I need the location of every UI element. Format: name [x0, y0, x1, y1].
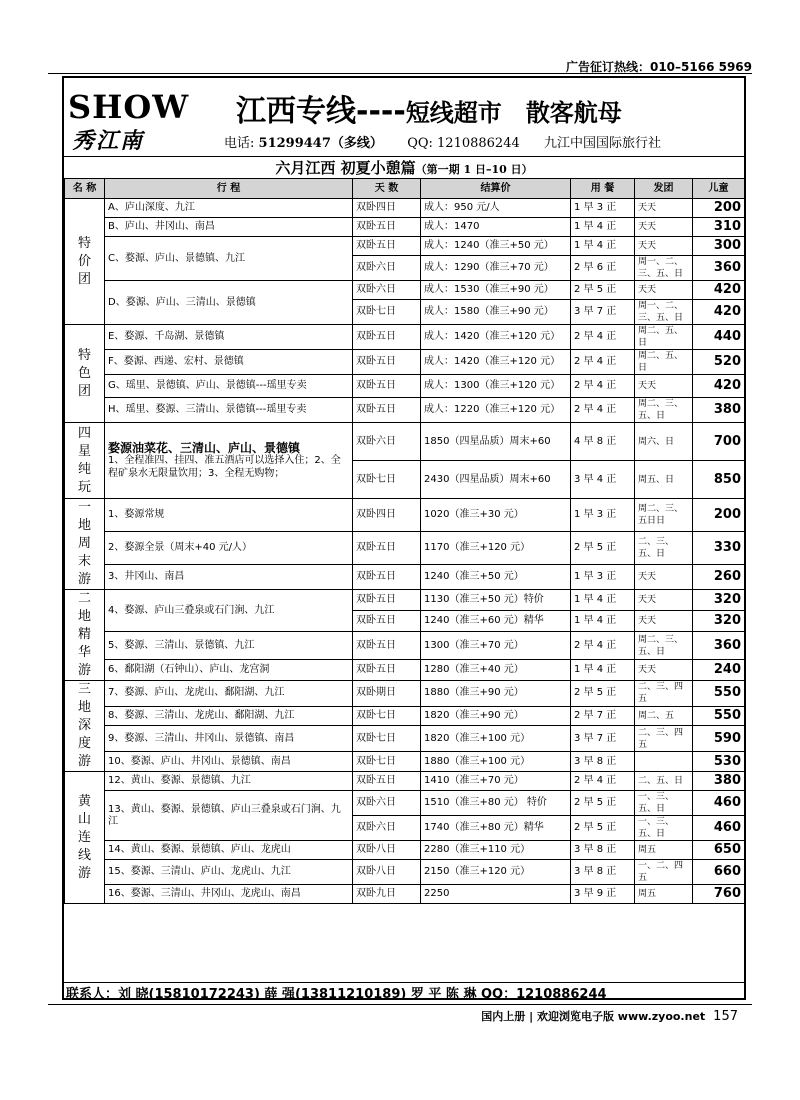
route-cell — [105, 423, 353, 499]
departure-cell: 天天 — [635, 237, 693, 256]
category-cell — [65, 199, 105, 325]
route-text: C、婺源、庐山、景德镇、九江 — [108, 252, 245, 264]
child-price-cell: 310 — [693, 218, 745, 237]
col-departure: 发团 — [635, 179, 693, 199]
route-text: 14、黄山、婺源、景德镇、庐山、龙虎山 — [108, 844, 291, 855]
child-price-cell: 850 — [693, 461, 745, 499]
bottom-divider — [48, 1004, 752, 1005]
route-text: 3、井冈山、南昌 — [108, 570, 185, 582]
phone-label: 电话: — [224, 136, 255, 151]
days-cell: 双卧五日 — [353, 564, 421, 589]
child-price-cell: 420 — [693, 281, 745, 300]
departure-cell: 二、三、四五 — [635, 726, 693, 752]
departure-cell: 天天 — [635, 611, 693, 632]
table-row — [65, 218, 745, 237]
table-row — [65, 398, 745, 423]
col-days: 天 数 — [353, 179, 421, 199]
departure-cell: 周二、五、日 — [635, 350, 693, 375]
table-row — [65, 885, 745, 904]
child-price-cell: 320 — [693, 590, 745, 611]
meal-cell: 4 早 8 正 — [571, 423, 635, 461]
meal-cell: 2 早 4 正 — [571, 772, 635, 791]
price-cell: 成人：1420（准三+120 元） — [421, 325, 571, 350]
page-number: 157 — [713, 1009, 738, 1024]
child-price-cell: 380 — [693, 772, 745, 791]
route-cell — [105, 841, 353, 860]
departure-cell: 周五 — [635, 885, 693, 904]
child-price-cell: 460 — [693, 816, 745, 841]
route-cell — [105, 590, 353, 632]
route-cell — [105, 325, 353, 350]
child-price-cell: 550 — [693, 706, 745, 726]
col-name: 名 称 — [65, 179, 105, 199]
table-row — [65, 752, 745, 772]
child-price-cell: 700 — [693, 423, 745, 461]
route-cell — [105, 398, 353, 423]
departure-cell: 一、三、五、日 — [635, 791, 693, 816]
meal-cell: 2 早 5 正 — [571, 281, 635, 300]
days-cell: 双卧六日 — [353, 816, 421, 841]
route-cell — [105, 531, 353, 564]
child-price-cell: 300 — [693, 237, 745, 256]
category-name: 黄山连线游 — [77, 793, 91, 881]
days-cell: 双卧五日 — [353, 611, 421, 632]
price-cell: 1130（准三+50 元）特价 — [421, 590, 571, 611]
route-cell — [105, 375, 353, 398]
days-cell: 双卧五日 — [353, 350, 421, 375]
category-cell — [65, 681, 105, 772]
meal-cell: 2 早 4 正 — [571, 398, 635, 423]
departure-cell: 周二、五、日 — [635, 325, 693, 350]
meal-cell: 2 早 6 正 — [571, 256, 635, 281]
days-cell: 双卧八日 — [353, 841, 421, 860]
table-row — [65, 791, 745, 816]
departure-cell: 周二、三、五、日 — [635, 398, 693, 423]
category-cell — [65, 772, 105, 904]
days-cell: 双卧八日 — [353, 860, 421, 885]
table-row — [65, 590, 745, 611]
departure-cell: 周二、三、五、日 — [635, 632, 693, 660]
child-price-cell: 460 — [693, 791, 745, 816]
price-cell: 1020（准三+30 元） — [421, 499, 571, 532]
child-price-cell: 360 — [693, 632, 745, 660]
headline-title: 江西专线 — [236, 94, 356, 129]
meal-cell: 1 早 4 正 — [571, 611, 635, 632]
category-name: 一地周末游 — [77, 500, 91, 587]
price-cell: 1240（准三+60 元）精华 — [421, 611, 571, 632]
meal-cell: 3 早 8 正 — [571, 860, 635, 885]
route-cell — [105, 564, 353, 589]
days-cell: 双卧七日 — [353, 706, 421, 726]
child-price-cell: 590 — [693, 726, 745, 752]
price-cell: 2250 — [421, 885, 571, 904]
price-cell: 1240（准三+50 元） — [421, 564, 571, 589]
category-name: 特色团 — [77, 347, 91, 399]
qq-label: QQ: — [407, 136, 433, 151]
days-cell: 双卧五日 — [353, 325, 421, 350]
days-cell: 双卧五日 — [353, 659, 421, 680]
ad-header — [64, 78, 744, 156]
route-text: 16、婺源、三清山、井冈山、龙虎山、南昌 — [108, 888, 301, 899]
days-cell: 双卧五日 — [353, 237, 421, 256]
price-cell: 1410（准三+70 元） — [421, 772, 571, 791]
route-cell — [105, 237, 353, 281]
price-cell: 成人：1240（准三+50 元） — [421, 237, 571, 256]
price-cell: 1510（准三+80 元） 特价 — [421, 791, 571, 816]
departure-cell: 天天 — [635, 590, 693, 611]
route-text: D、婺源、庐山、三清山、景德镇 — [108, 296, 256, 308]
days-cell: 双卧六日 — [353, 281, 421, 300]
meal-cell: 1 早 3 正 — [571, 199, 635, 218]
departure-cell: 周一、二、三、五、日 — [635, 256, 693, 281]
price-cell: 成人：1220（准三+120 元） — [421, 398, 571, 423]
table-row — [65, 375, 745, 398]
meal-cell: 2 早 4 正 — [571, 632, 635, 660]
route-text: 5、婺源、三清山、景德镇、九江 — [108, 639, 255, 651]
departure-cell: 天天 — [635, 564, 693, 589]
price-cell: 1280（准三+40 元） — [421, 659, 571, 680]
price-cell: 1850（四星品质）周末+60 — [421, 423, 571, 461]
contact-persons: 联系人：刘 晓(15810172243) 薛 强(13811210189) 罗 平 陈 琳 QQ：1210886244 — [64, 982, 744, 1000]
meal-cell: 1 早 3 正 — [571, 499, 635, 532]
departure-cell: 天天 — [635, 199, 693, 218]
price-cell: 成人：1420（准三+120 元） — [421, 350, 571, 375]
meal-cell: 3 早 7 正 — [571, 300, 635, 325]
meal-cell: 2 早 4 正 — [571, 375, 635, 398]
headline-dashes: ---- — [356, 94, 406, 129]
route-text: B、庐山、井冈山、南昌 — [108, 221, 215, 232]
table-row — [65, 325, 745, 350]
child-price-cell: 420 — [693, 300, 745, 325]
table-row — [65, 423, 745, 461]
route-cell — [105, 632, 353, 660]
logo-english: SHOW — [68, 88, 190, 126]
category-name: 三地深度游 — [77, 682, 91, 769]
meal-cell: 2 早 5 正 — [571, 531, 635, 564]
table-row — [65, 281, 745, 300]
headline-sub1: 短线超市 — [405, 99, 502, 127]
child-price-cell: 360 — [693, 256, 745, 281]
col-price: 结算价 — [421, 179, 571, 199]
meal-cell: 2 早 5 正 — [571, 791, 635, 816]
category-cell — [65, 423, 105, 499]
child-price-cell: 320 — [693, 611, 745, 632]
route-text: 7、婺源、庐山、龙虎山、鄱阳湖、九江 — [108, 687, 285, 699]
route-text: G、瑶里、景德镇、庐山、景德镇---瑶里专卖 — [108, 380, 307, 391]
table-row — [65, 632, 745, 660]
issue-title-main: 六月江西 初夏小憩篇 — [275, 159, 416, 177]
meal-cell: 2 早 7 正 — [571, 706, 635, 726]
child-price-cell: 380 — [693, 398, 745, 423]
child-price-cell: 530 — [693, 752, 745, 772]
table-row — [65, 706, 745, 726]
price-cell: 1170（准三+120 元） — [421, 531, 571, 564]
table-row — [65, 841, 745, 860]
table-row — [65, 531, 745, 564]
meal-cell: 3 早 8 正 — [571, 841, 635, 860]
route-text: A、庐山深度、九江 — [108, 202, 195, 213]
departure-cell: 周二、五 — [635, 706, 693, 726]
table-row — [65, 726, 745, 752]
days-cell: 双卧六日 — [353, 256, 421, 281]
departure-cell: 二、五、日 — [635, 772, 693, 791]
contact-line — [224, 132, 661, 151]
meal-cell: 1 早 3 正 — [571, 564, 635, 589]
price-cell: 1820（准三+100 元） — [421, 726, 571, 752]
route-text: F、婺源、西递、宏村、景德镇 — [108, 356, 244, 367]
route-text: H、瑶里、婺源、三清山、景德镇---瑶里专卖 — [108, 404, 307, 415]
child-price-cell: 440 — [693, 325, 745, 350]
days-cell: 双卧九日 — [353, 885, 421, 904]
route-text: 婺源油菜花、三清山、庐山、景德镇 — [108, 440, 301, 455]
headline — [236, 86, 622, 130]
category-name: 特价团 — [77, 235, 91, 287]
days-cell: 双卧七日 — [353, 726, 421, 752]
days-cell: 双卧七日 — [353, 752, 421, 772]
price-cell: 成人：1470 — [421, 218, 571, 237]
meal-cell: 1 早 4 正 — [571, 237, 635, 256]
days-cell: 双卧五日 — [353, 632, 421, 660]
days-cell: 双卧六日 — [353, 791, 421, 816]
price-cell: 1740（准三+80 元）精华 — [421, 816, 571, 841]
meal-cell: 2 早 4 正 — [571, 325, 635, 350]
route-text: 10、婺源、庐山、井冈山、景德镇、南昌 — [108, 755, 291, 767]
price-cell: 成人：950 元/人 — [421, 199, 571, 218]
table-row — [65, 499, 745, 532]
price-cell: 2430（四星品质）周末+60 — [421, 461, 571, 499]
days-cell: 双卧五日 — [353, 772, 421, 791]
route-cell — [105, 281, 353, 325]
headline-sub2: 散客航母 — [525, 99, 622, 127]
route-cell — [105, 350, 353, 375]
departure-cell: 一、三、五、日 — [635, 816, 693, 841]
departure-cell: 周五、日 — [635, 461, 693, 499]
route-text: 12、黄山、婺源、景德镇、九江 — [108, 775, 251, 786]
days-cell: 双卧期日 — [353, 681, 421, 707]
route-text: E、婺源、千岛湖、景德镇 — [108, 331, 225, 342]
route-cell — [105, 499, 353, 532]
table-row — [65, 659, 745, 680]
col-child: 儿童 — [693, 179, 745, 199]
child-price-cell: 200 — [693, 499, 745, 532]
price-cell: 1300（准三+70 元） — [421, 632, 571, 660]
days-cell: 双卧五日 — [353, 218, 421, 237]
departure-cell: 天天 — [635, 659, 693, 680]
category-cell — [65, 499, 105, 590]
table-row — [65, 860, 745, 885]
table-row — [65, 199, 745, 218]
issue-title-period: （第一期 1 日–10 日） — [415, 163, 533, 176]
days-cell: 双卧五日 — [353, 531, 421, 564]
meal-cell: 1 早 4 正 — [571, 659, 635, 680]
departure-cell: 周一、二、三、五、日 — [635, 300, 693, 325]
route-cell — [105, 772, 353, 791]
category-cell — [65, 325, 105, 423]
page-footer — [481, 1008, 738, 1024]
route-note: 1、全程准四、挂四、准五酒店可以选择入住；2、全程矿泉水无限量饮用；3、全程无购物； — [108, 454, 341, 479]
route-cell — [105, 659, 353, 680]
child-price-cell: 260 — [693, 564, 745, 589]
logo-chinese: 秀江南 — [72, 128, 145, 154]
meal-cell: 3 早 9 正 — [571, 885, 635, 904]
category-cell — [65, 590, 105, 681]
price-cell: 1880（准三+100 元） — [421, 752, 571, 772]
table-row — [65, 772, 745, 791]
table-row — [65, 681, 745, 707]
price-cell: 2280（准三+110 元） — [421, 841, 571, 860]
route-text: 2、婺源全景（周末+40 元/人） — [108, 541, 253, 553]
price-cell: 1820（准三+90 元） — [421, 706, 571, 726]
route-cell — [105, 218, 353, 237]
child-price-cell: 650 — [693, 841, 745, 860]
route-cell — [105, 726, 353, 752]
route-cell — [105, 791, 353, 841]
child-price-cell: 660 — [693, 860, 745, 885]
category-name: 二地精华游 — [77, 591, 91, 678]
days-cell: 双卧七日 — [353, 461, 421, 499]
route-text: 1、婺源常规 — [108, 508, 165, 520]
departure-cell — [635, 752, 693, 772]
col-route: 行 程 — [105, 179, 353, 199]
days-cell: 双卧五日 — [353, 590, 421, 611]
departure-cell: 二、三、五、日 — [635, 531, 693, 564]
days-cell: 双卧五日 — [353, 375, 421, 398]
meal-cell: 3 早 7 正 — [571, 726, 635, 752]
phone-number: 51299447（多线） — [258, 136, 383, 151]
route-cell — [105, 199, 353, 218]
child-price-cell: 760 — [693, 885, 745, 904]
price-cell: 成人：1300（准三+120 元） — [421, 375, 571, 398]
table-header-row — [65, 179, 745, 199]
days-cell: 双卧四日 — [353, 499, 421, 532]
days-cell: 双卧五日 — [353, 398, 421, 423]
qq-number: 1210886244 — [437, 136, 520, 151]
table-row — [65, 350, 745, 375]
days-cell: 双卧四日 — [353, 199, 421, 218]
child-price-cell: 550 — [693, 681, 745, 707]
route-cell — [105, 706, 353, 726]
child-price-cell: 200 — [693, 199, 745, 218]
meal-cell: 2 早 5 正 — [571, 816, 635, 841]
ad-frame — [62, 76, 746, 1000]
child-price-cell: 330 — [693, 531, 745, 564]
departure-cell: 一、二、四五 — [635, 860, 693, 885]
departure-cell: 周二、三、五日日 — [635, 499, 693, 532]
departure-cell: 天天 — [635, 375, 693, 398]
days-cell: 双卧六日 — [353, 423, 421, 461]
departure-cell: 二、三、四五 — [635, 681, 693, 707]
route-cell — [105, 681, 353, 707]
top-divider — [48, 73, 752, 74]
route-text: 9、婺源、三清山、井冈山、景德镇、南昌 — [108, 732, 295, 744]
price-cell: 成人：1580（准三+90 元） — [421, 300, 571, 325]
departure-cell: 天天 — [635, 218, 693, 237]
route-text: 6、鄱阳湖（石钟山）、庐山、龙宫洞 — [108, 663, 270, 675]
child-price-cell: 420 — [693, 375, 745, 398]
meal-cell: 2 早 4 正 — [571, 350, 635, 375]
tour-price-table — [64, 178, 745, 904]
route-text: 8、婺源、三清山、龙虎山、鄱阳湖、九江 — [108, 710, 295, 722]
price-cell: 成人：1290（准三+70 元） — [421, 256, 571, 281]
child-price-cell: 240 — [693, 659, 745, 680]
table-row — [65, 237, 745, 256]
ad-hotline: 广告征订热线：010–5166 5969 — [565, 60, 752, 74]
issue-title — [64, 156, 744, 178]
category-name: 四星纯玩 — [77, 425, 91, 495]
price-cell: 1880（准三+90 元） — [421, 681, 571, 707]
departure-cell: 天天 — [635, 281, 693, 300]
child-price-cell: 520 — [693, 350, 745, 375]
meal-cell: 1 早 4 正 — [571, 218, 635, 237]
departure-cell: 周五 — [635, 841, 693, 860]
agency-name: 九江中国国际旅行社 — [544, 136, 662, 151]
days-cell: 双卧七日 — [353, 300, 421, 325]
col-meals: 用 餐 — [571, 179, 635, 199]
route-text: 4、婺源、庐山三叠泉或石门涧、九江 — [108, 604, 275, 616]
price-cell: 成人：1530（准三+90 元） — [421, 281, 571, 300]
route-text: 15、婺源、三清山、庐山、龙虎山、九江 — [108, 866, 291, 877]
route-cell — [105, 752, 353, 772]
price-cell: 2150（准三+120 元） — [421, 860, 571, 885]
table-row — [65, 564, 745, 589]
route-text: 13、黄山、婺源、景德镇、庐山三叠泉或石门涧、九江 — [108, 803, 341, 827]
departure-cell: 周六、日 — [635, 423, 693, 461]
meal-cell: 3 早 8 正 — [571, 752, 635, 772]
route-cell — [105, 885, 353, 904]
footer-note: 国内上册 | 欢迎浏览电子版 www.zyoo.net — [481, 1010, 706, 1023]
meal-cell: 2 早 5 正 — [571, 681, 635, 707]
meal-cell: 1 早 4 正 — [571, 590, 635, 611]
route-cell — [105, 860, 353, 885]
meal-cell: 3 早 4 正 — [571, 461, 635, 499]
